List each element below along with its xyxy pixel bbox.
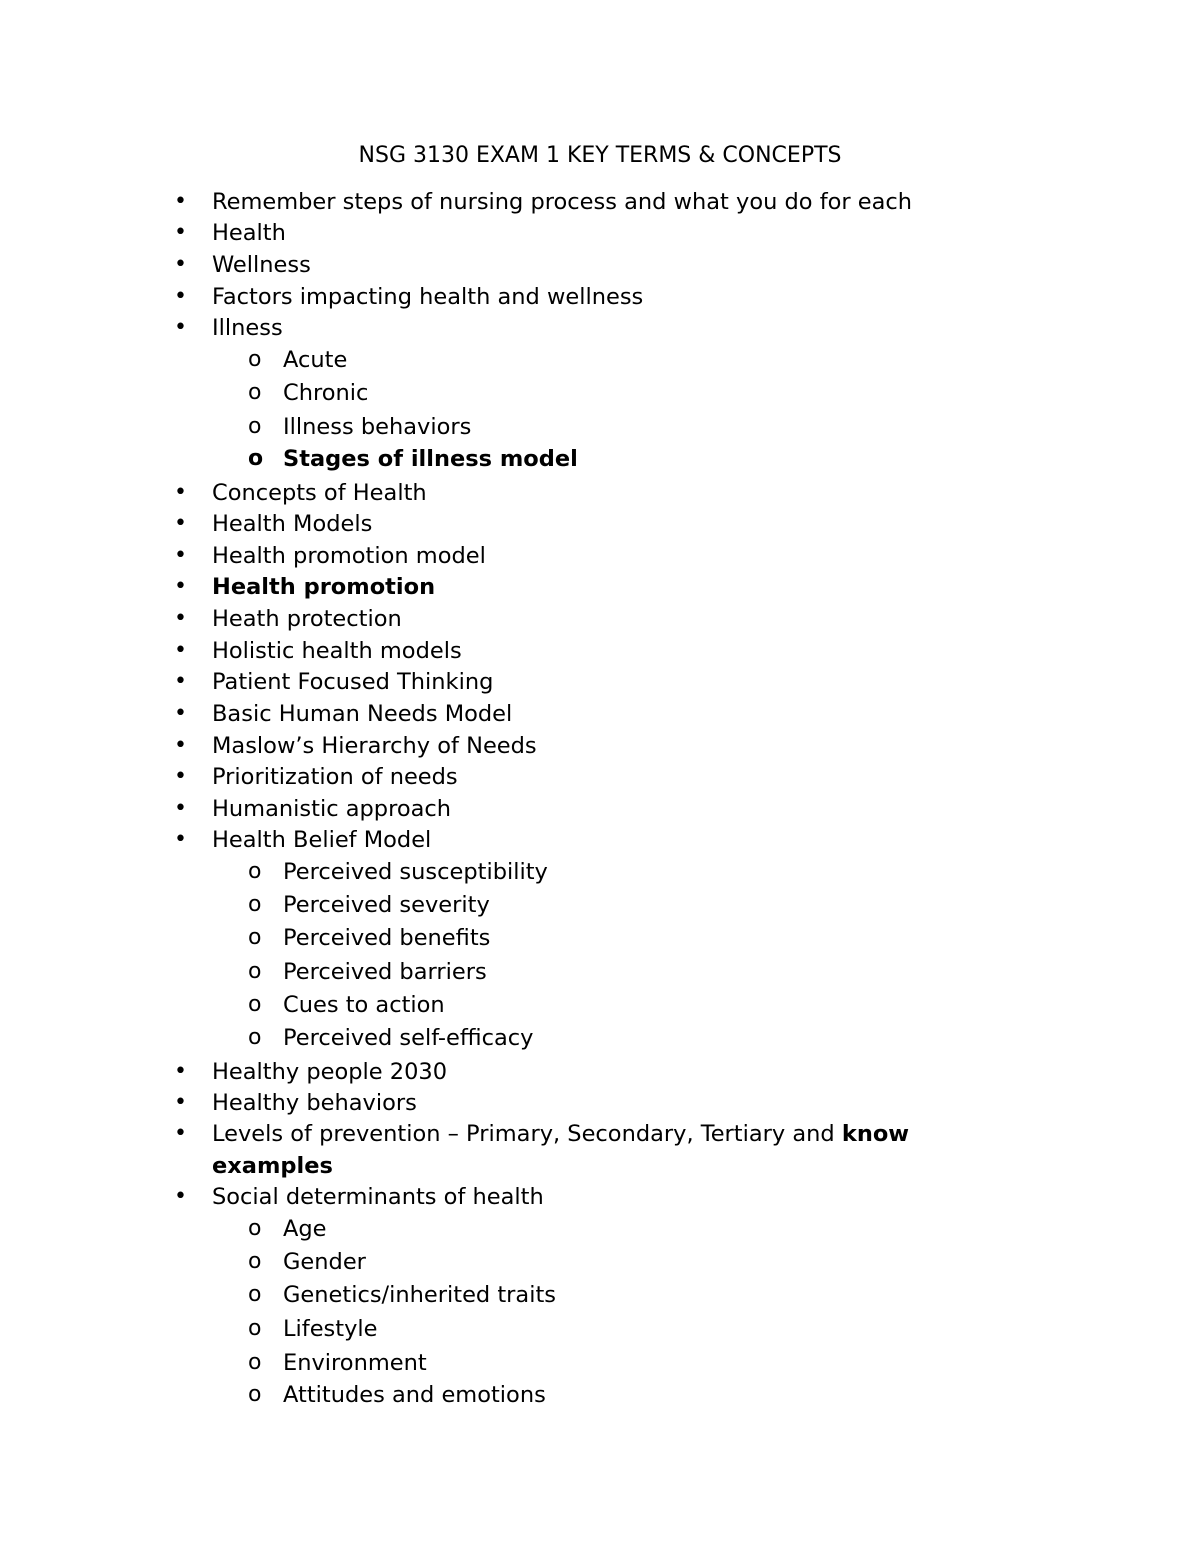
list-item-text: Genetics/inherited traits bbox=[283, 1282, 556, 1308]
list-item bbox=[212, 542, 486, 570]
list-item-text: Environment bbox=[283, 1350, 427, 1376]
sub-bullet-icon: o bbox=[248, 859, 262, 884]
sub-bullet-icon: o bbox=[248, 1249, 262, 1274]
bullet-icon: • bbox=[174, 284, 187, 309]
list-item-text: Perceived severity bbox=[283, 892, 490, 918]
sub-bullet-icon: o bbox=[248, 892, 262, 917]
list-item bbox=[212, 188, 912, 216]
sub-bullet-icon: o bbox=[248, 1382, 262, 1407]
list-item-text: Acute bbox=[283, 347, 348, 373]
bullet-icon: • bbox=[174, 574, 187, 599]
list-item bbox=[212, 1089, 417, 1117]
bullet-icon: • bbox=[174, 189, 187, 214]
bullet-icon: • bbox=[174, 764, 187, 789]
bullet-icon: • bbox=[174, 315, 187, 340]
list-item-text: Humanistic approach bbox=[212, 796, 452, 822]
sub-list-item bbox=[283, 891, 490, 919]
sub-list-item bbox=[283, 1381, 546, 1409]
sub-bullet-icon: o bbox=[248, 347, 262, 372]
sub-list-item bbox=[283, 379, 368, 407]
list-item bbox=[212, 573, 435, 601]
sub-bullet-icon: o bbox=[248, 1025, 262, 1050]
sub-bullet-icon: o bbox=[248, 1282, 262, 1307]
list-item-text: Health bbox=[212, 220, 286, 246]
bullet-icon: • bbox=[174, 733, 187, 758]
sub-bullet-icon: o bbox=[248, 380, 262, 405]
list-item-text: examples bbox=[212, 1153, 333, 1179]
list-item-text: Maslow’s Hierarchy of Needs bbox=[212, 733, 537, 759]
list-item bbox=[212, 510, 372, 538]
list-item bbox=[212, 314, 283, 342]
list-item-text: Health promotion model bbox=[212, 543, 486, 569]
sub-bullet-icon: o bbox=[248, 414, 262, 439]
list-item-text: Remember steps of nursing process and what you do for each bbox=[212, 189, 913, 215]
list-item bbox=[212, 605, 402, 633]
list-item bbox=[212, 251, 311, 279]
sub-bullet-icon: o bbox=[248, 925, 262, 950]
list-item-text: Perceived benefits bbox=[283, 925, 491, 951]
page-title: NSG 3130 EXAM 1 KEY TERMS & CONCEPTS bbox=[358, 143, 842, 168]
list-item-text: Factors impacting health and wellness bbox=[212, 284, 644, 310]
bullet-icon: • bbox=[174, 796, 187, 821]
list-item bbox=[212, 732, 537, 760]
list-item-emphasis: know bbox=[841, 1121, 910, 1147]
list-item-text: Social determinants of health bbox=[212, 1184, 544, 1210]
list-item-text: Lifestyle bbox=[283, 1316, 378, 1342]
bullet-icon: • bbox=[174, 701, 187, 726]
list-item-text: Health promotion bbox=[212, 574, 436, 600]
list-item-text: Health Models bbox=[212, 511, 373, 537]
sub-bullet-icon: o bbox=[248, 1316, 262, 1341]
bullet-icon: • bbox=[174, 669, 187, 694]
list-item-text: Perceived self-efficacy bbox=[283, 1025, 534, 1051]
list-item bbox=[212, 795, 451, 823]
list-item bbox=[212, 1120, 909, 1148]
bullet-icon: • bbox=[174, 1184, 187, 1209]
sub-list-item bbox=[283, 413, 471, 441]
list-item-text: Prioritization of needs bbox=[212, 764, 458, 790]
list-item-text: Healthy people 2030 bbox=[212, 1059, 448, 1085]
list-item bbox=[212, 763, 458, 791]
sub-bullet-icon: o bbox=[248, 959, 262, 984]
sub-list-item bbox=[283, 445, 578, 473]
list-item-text: Chronic bbox=[283, 380, 369, 406]
bullet-icon: • bbox=[174, 1121, 187, 1146]
list-item bbox=[212, 826, 431, 854]
bullet-icon: • bbox=[174, 606, 187, 631]
sub-list-item bbox=[283, 1349, 427, 1377]
list-item-text: Concepts of Health bbox=[212, 480, 427, 506]
sub-list-item bbox=[283, 346, 347, 374]
bullet-icon: • bbox=[174, 1059, 187, 1084]
list-item bbox=[212, 219, 286, 247]
bullet-icon: • bbox=[174, 220, 187, 245]
list-item-text: Perceived susceptibility bbox=[283, 859, 548, 885]
sub-bullet-icon: o bbox=[248, 446, 264, 471]
sub-bullet-icon: o bbox=[248, 1350, 262, 1375]
list-item-text: Perceived barriers bbox=[283, 959, 487, 985]
list-item-text: Illness bbox=[212, 315, 283, 341]
sub-list-item bbox=[283, 924, 490, 952]
list-item bbox=[212, 283, 643, 311]
list-item-text: Cues to action bbox=[283, 992, 445, 1018]
list-item-text: Attitudes and emotions bbox=[283, 1382, 546, 1408]
list-item-text: Gender bbox=[283, 1249, 366, 1275]
sub-list-item bbox=[283, 1281, 556, 1309]
list-item-text: Age bbox=[283, 1216, 327, 1242]
bullet-icon: • bbox=[174, 252, 187, 277]
list-item bbox=[212, 668, 493, 696]
sub-list-item bbox=[283, 1315, 378, 1343]
sub-list-item bbox=[283, 1024, 534, 1052]
list-item-text: Holistic health models bbox=[212, 638, 462, 664]
list-item-text: Heath protection bbox=[212, 606, 402, 632]
list-item-text: Illness behaviors bbox=[283, 414, 472, 440]
bullet-icon: • bbox=[174, 1090, 187, 1115]
list-item-text: Patient Focused Thinking bbox=[212, 669, 494, 695]
sub-list-item bbox=[283, 1248, 366, 1276]
sub-bullet-icon: o bbox=[248, 1216, 262, 1241]
list-item bbox=[212, 637, 462, 665]
sub-list-item bbox=[283, 858, 548, 886]
list-item bbox=[212, 1152, 333, 1180]
bullet-icon: • bbox=[174, 638, 187, 663]
list-item-text: Stages of illness model bbox=[283, 446, 578, 472]
list-item-text: Health Belief Model bbox=[212, 827, 432, 853]
list-item-text: Wellness bbox=[212, 252, 311, 278]
list-item bbox=[212, 700, 512, 728]
list-item bbox=[212, 479, 427, 507]
bullet-icon: • bbox=[174, 480, 187, 505]
bullet-icon: • bbox=[174, 543, 187, 568]
list-item bbox=[212, 1058, 447, 1086]
sub-bullet-icon: o bbox=[248, 992, 262, 1017]
list-item-text: Basic Human Needs Model bbox=[212, 701, 513, 727]
list-item-text: Levels of prevention – Primary, Secondary, Tertiary and bbox=[212, 1121, 842, 1147]
sub-list-item bbox=[283, 991, 445, 1019]
sub-list-item bbox=[283, 958, 487, 986]
sub-list-item bbox=[283, 1215, 327, 1243]
bullet-icon: • bbox=[174, 511, 187, 536]
list-item bbox=[212, 1183, 544, 1211]
list-item-text: Healthy behaviors bbox=[212, 1090, 417, 1116]
bullet-icon: • bbox=[174, 827, 187, 852]
